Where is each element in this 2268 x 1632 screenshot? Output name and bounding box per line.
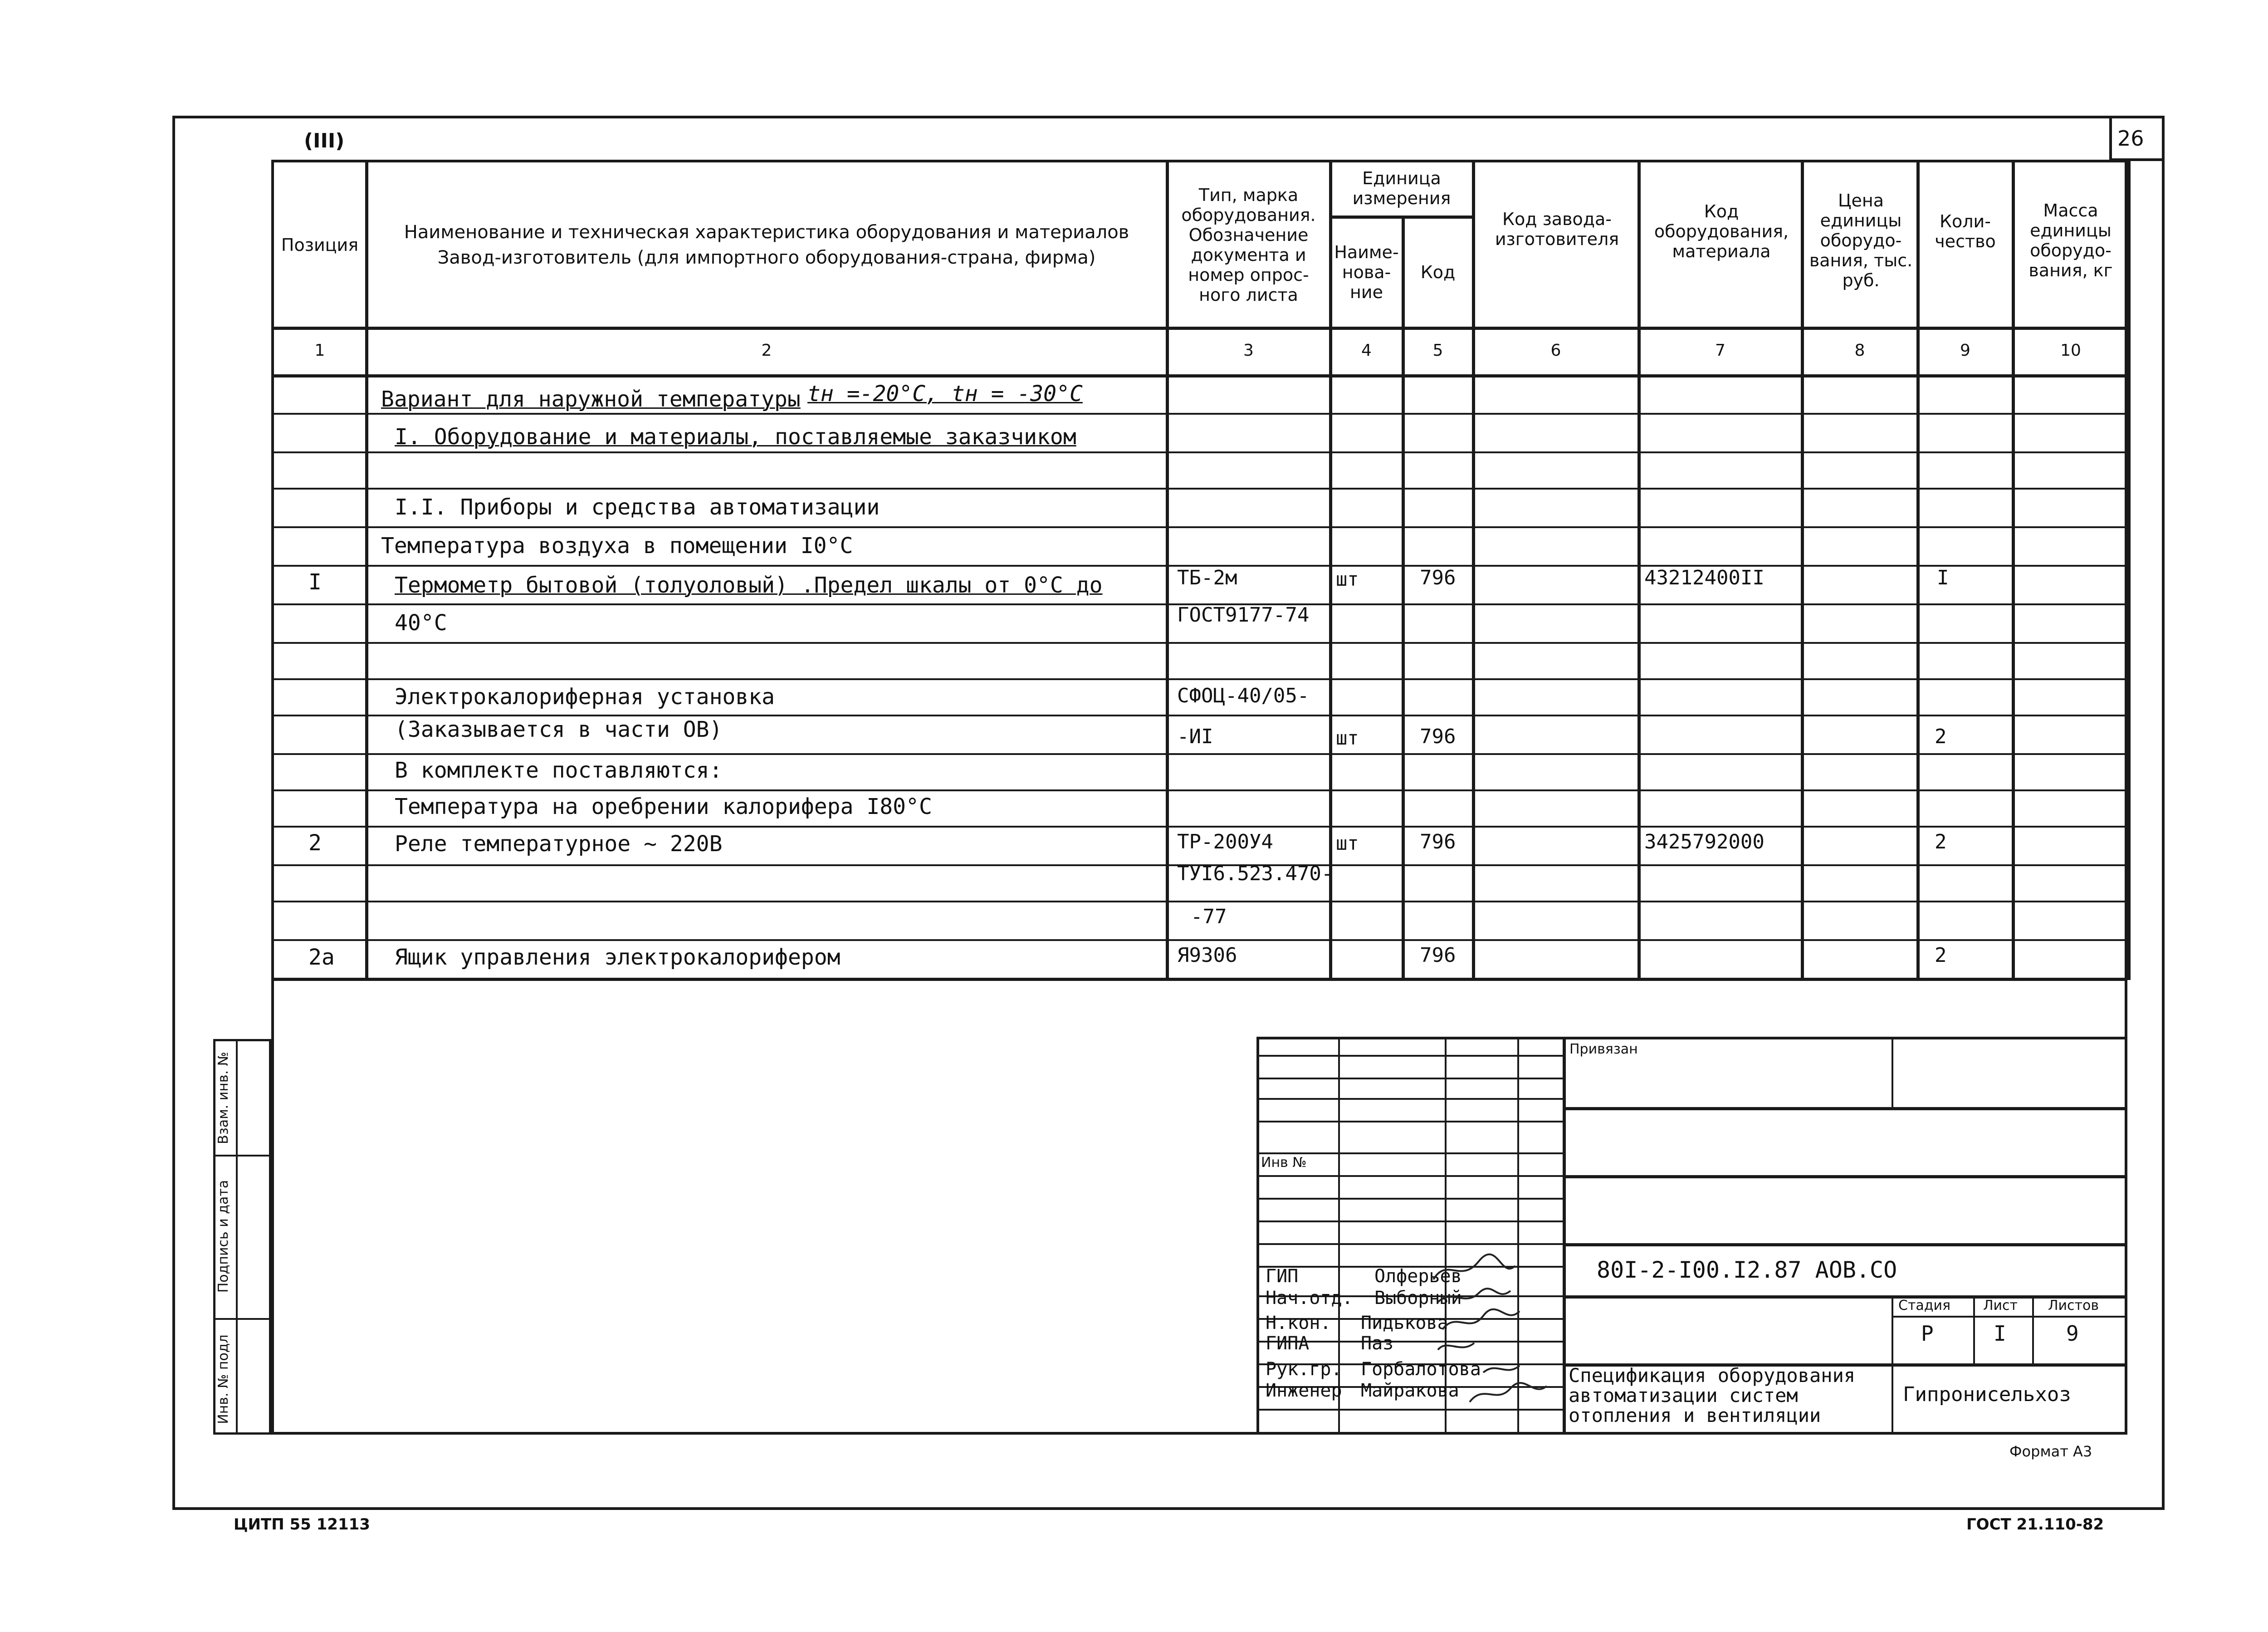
row-type: ТУI6.523.470- (1177, 862, 1334, 885)
tb-line (2032, 1295, 2034, 1363)
row-name: (Заказывается в части ОВ) (395, 717, 723, 742)
row-line (271, 826, 2127, 828)
header-name: Наименование и техническая характеристика оборудования и материалов Завод-изготовитель (для импортного оборудования-страна, фирма) (404, 222, 1129, 268)
col-line (1166, 161, 1169, 980)
tb-role: Нач.отд. (1266, 1288, 1353, 1309)
page-number: 26 (2117, 126, 2144, 151)
footer-left-code: ЦИТП 55 12113 (234, 1515, 370, 1534)
row-type: ГОСТ9177-74 (1177, 603, 1310, 627)
row-line (271, 939, 2127, 941)
header-price: Цена единицы оборудования, тыс. руб. (1809, 191, 1913, 290)
row-name: Ящик управления электрокалорифером (395, 945, 841, 970)
row-title: Вариант для наружной температуры (381, 387, 801, 412)
signature-mark (1438, 1289, 1510, 1302)
row-type: Я9306 (1177, 944, 1237, 967)
row-title-extra: tн =-20°С, tн = -30°С (807, 381, 1083, 407)
row-line (271, 753, 2127, 755)
tb-line (1256, 1152, 1563, 1154)
col-number: 7 (1715, 341, 1725, 360)
row-code: 796 (1420, 944, 1456, 967)
side-stamp-line (236, 1039, 238, 1435)
row-line (271, 451, 2127, 453)
row-type: -77 (1191, 905, 1227, 928)
footer-right-code: ГОСТ 21.110-82 (1966, 1515, 2104, 1534)
tb-sheet-value: I (1994, 1321, 2006, 1346)
tb-inventory-label: Инв № (1261, 1155, 1307, 1171)
row-quantity: 2 (1935, 944, 1947, 967)
tb-person: Олферьев (1374, 1266, 1462, 1287)
sheet-label: (III) (304, 129, 345, 152)
signature-mark (1470, 1383, 1547, 1402)
tb-document-code: 80I-2-I00.I2.87 АОВ.СО (1597, 1257, 1897, 1283)
row-name: Термометр бытовой (толуоловый) .Предел шкалы от 0°С до (395, 573, 1103, 598)
row-type: СФОЦ-40/05- (1177, 684, 1310, 707)
row-unit: шт (1336, 568, 1359, 590)
row-line (271, 488, 2127, 490)
row-line (271, 413, 2127, 415)
header-mass: Масса единицы оборудования, кг (2028, 201, 2113, 280)
side-stamp-inventory: Инв. № подл (215, 1334, 231, 1424)
tb-line (1892, 1037, 1893, 1109)
signature-mark (1433, 1255, 1515, 1279)
tb-person: Паз (1361, 1333, 1394, 1354)
tb-line (1563, 1107, 2127, 1110)
header-type: Тип, марка оборудования. Обозначение документа и номер опросного листа (1181, 185, 1316, 305)
tb-stage-value: Р (1921, 1321, 1934, 1346)
side-stamp-signature: Подпись и дата (215, 1180, 231, 1293)
col-number: 9 (1960, 341, 1970, 360)
tb-privyazan-label: Привязан (1569, 1041, 1638, 1057)
tb-role: Рук.гр. (1266, 1359, 1342, 1380)
signature-mark (1483, 1366, 1520, 1372)
tb-role: ГИП (1266, 1266, 1299, 1287)
row-subsection-title: I.I. Приборы и средства автоматизации (395, 495, 880, 520)
tb-line (1256, 1121, 1563, 1122)
header-factory-code: Код завода-изготовителя (1495, 209, 1619, 249)
numbers-bottom-line (271, 374, 2127, 377)
col-line (2127, 161, 2131, 980)
data-bottom-line (271, 978, 2127, 981)
row-line (271, 642, 2127, 644)
row-name: 40°С (395, 610, 447, 636)
row-line (271, 526, 2127, 528)
signature-mark (1442, 1309, 1520, 1329)
tb-line (1256, 1078, 1563, 1079)
tb-sheets-value: 9 (2066, 1321, 2079, 1346)
row-line (271, 789, 2127, 791)
row-type: ТР-200У4 (1177, 830, 1273, 853)
row-name: В комплекте поставляются: (395, 758, 723, 783)
header-bottom-line (271, 327, 2127, 330)
signature-marks (1429, 1252, 1565, 1416)
row-line (271, 678, 2127, 680)
row-name: Реле температурное ~ 220В (395, 831, 723, 857)
col-number: 5 (1432, 341, 1443, 360)
row-quantity: 2 (1935, 725, 1947, 748)
tb-line (1256, 1098, 1563, 1100)
col-number: 6 (1550, 341, 1561, 360)
tb-line (1563, 1295, 2127, 1299)
col-number: 8 (1854, 341, 1865, 360)
tb-person: Горбалотова (1361, 1359, 1481, 1380)
header-unit-code: Код (1420, 262, 1456, 282)
signature-mark (1438, 1343, 1474, 1350)
tb-person: Пидькова (1361, 1313, 1448, 1333)
tb-document-title: Спецификация оборудования автоматизации систем отопления и вентиляции (1569, 1364, 1856, 1426)
tb-person: Выборный (1374, 1288, 1462, 1309)
col-line (1801, 161, 1804, 980)
row-position: 2а (308, 945, 335, 970)
tb-organization: Гипронисельхоз (1903, 1383, 2071, 1406)
row-name: Электрокалориферная установка (395, 684, 775, 710)
tb-role: Инженер (1266, 1380, 1342, 1401)
tb-line (1892, 1316, 2127, 1318)
col-number: 4 (1361, 341, 1372, 360)
tb-sheets-label: Листов (2048, 1298, 2099, 1313)
row-code: 796 (1420, 725, 1456, 748)
tb-stage-label: Стадия (1898, 1298, 1951, 1313)
row-material-code: 3425792000 (1644, 830, 1765, 853)
tb-line (1256, 1055, 1563, 1057)
row-position: I (308, 569, 322, 595)
header-material-code: Код оборудования, материала (1654, 201, 1789, 261)
row-code: 796 (1420, 830, 1456, 853)
col-line (1637, 161, 1641, 980)
row-material-code: 43212400II (1644, 566, 1765, 589)
footer-format: Формат А3 (2009, 1443, 2092, 1460)
row-name: Температура воздуха в помещении I0°С (381, 533, 853, 559)
row-unit: шт (1336, 727, 1359, 749)
tb-line (1256, 1220, 1563, 1222)
row-line (271, 715, 2127, 716)
tb-line (1256, 1198, 1563, 1200)
row-quantity: 2 (1935, 830, 1947, 853)
col-number: 2 (761, 341, 772, 360)
header-position: Позиция (281, 235, 359, 255)
col-line (365, 161, 368, 980)
side-stamp-replace: Взам. инв. № (215, 1052, 231, 1144)
col-line (1472, 161, 1475, 980)
row-type: -ИI (1177, 725, 1213, 748)
row-unit: шт (1336, 832, 1359, 854)
tb-line (1563, 1243, 2127, 1246)
col-number: 10 (2060, 341, 2081, 360)
row-quantity: I (1937, 566, 1949, 589)
row-position: 2 (308, 830, 322, 856)
row-name: Температура на оребрении калорифера I80°С (395, 794, 932, 819)
tb-line (1973, 1295, 1975, 1363)
tb-role: ГИПА (1266, 1333, 1310, 1354)
header-unit-name: Наименование (1334, 242, 1399, 302)
tb-person: Майракова (1361, 1380, 1459, 1401)
row-type: ТБ-2м (1177, 566, 1237, 589)
tb-role: Н.кон. (1266, 1313, 1331, 1333)
tb-line (1563, 1175, 2127, 1178)
tb-sheet-label: Лист (1983, 1298, 2018, 1313)
row-section-title: I. Оборудование и материалы, поставляемые заказчиком (395, 424, 1076, 450)
col-number: 3 (1243, 341, 1254, 360)
tb-line (1256, 1243, 1563, 1245)
tb-line (1256, 1175, 1563, 1177)
header-quantity: Количество (1935, 211, 1996, 251)
row-code: 796 (1420, 566, 1456, 589)
header-unit: Единица измерения (1352, 168, 1451, 208)
row-line (271, 901, 2127, 902)
col-number: 1 (314, 341, 325, 360)
